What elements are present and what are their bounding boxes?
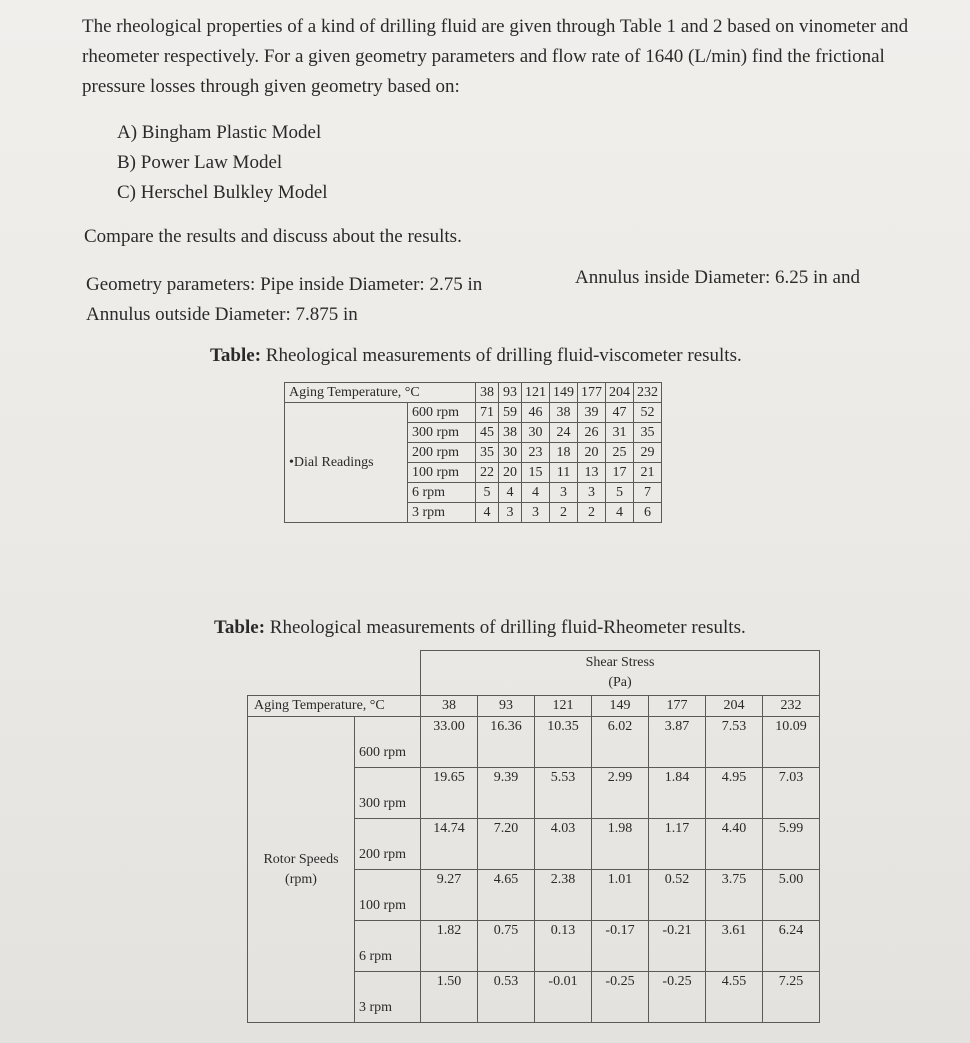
table-row <box>248 717 820 768</box>
temp-header-cell: 38 <box>421 696 478 717</box>
shear-stress-unit: (Pa) <box>608 675 632 690</box>
value-cell: 7.20 <box>478 819 535 870</box>
value-cell: 3.61 <box>706 921 763 972</box>
table-row <box>285 403 662 423</box>
value-cell: -0.21 <box>649 921 706 972</box>
value-cell: 22 <box>476 463 499 483</box>
compare-instruction: Compare the results and discuss about the results. <box>84 226 462 247</box>
pipe-diameter-text: Geometry parameters: Pipe inside Diameter: 2.75 in <box>86 274 483 295</box>
value-cell: 38 <box>499 423 522 443</box>
temp-header-cell: 204 <box>706 696 763 717</box>
value-cell: 59 <box>499 403 522 423</box>
table1-caption-text: Rheological measurements of drilling fluid-viscometer results. <box>261 345 742 366</box>
option-bingham: A) Bingham Plastic Model <box>117 122 322 143</box>
value-cell: 45 <box>476 423 499 443</box>
value-cell: 4.95 <box>706 768 763 819</box>
value-cell: 3 <box>522 503 550 523</box>
value-cell: 25 <box>606 443 634 463</box>
value-cell: 33.00 <box>421 717 478 768</box>
model-options-list <box>117 118 328 208</box>
rpm-cell: 200 rpm <box>408 443 476 463</box>
rpm-cell: 300 rpm <box>408 423 476 443</box>
annulus-inside-text: Annulus inside Diameter: 6.25 in and <box>575 267 860 288</box>
table1-caption <box>210 345 742 367</box>
aging-temp-label: Aging Temperature, °C <box>248 696 421 717</box>
value-cell: 4 <box>522 483 550 503</box>
rpm-cell: 6 rpm <box>408 483 476 503</box>
value-cell: 4.65 <box>478 870 535 921</box>
option-power-law: B) Power Law Model <box>117 152 283 173</box>
value-cell: 9.39 <box>478 768 535 819</box>
value-cell: 30 <box>499 443 522 463</box>
value-cell: -0.17 <box>592 921 649 972</box>
rpm-cell: 600 rpm <box>408 403 476 423</box>
value-cell: 17 <box>606 463 634 483</box>
value-cell: 52 <box>634 403 662 423</box>
table1-caption-label: Table: <box>210 345 262 366</box>
value-cell: 3 <box>499 503 522 523</box>
dial-readings-label: •Dial Readings <box>285 403 408 523</box>
value-cell: 4 <box>606 503 634 523</box>
value-cell: 18 <box>550 443 578 463</box>
value-cell: 0.52 <box>649 870 706 921</box>
rotor-speeds-unit: (rpm) <box>285 871 317 887</box>
temp-header-cell: 149 <box>550 383 578 403</box>
value-cell: 35 <box>634 423 662 443</box>
value-cell: 6.02 <box>592 717 649 768</box>
value-cell: 21 <box>634 463 662 483</box>
value-cell: 1.82 <box>421 921 478 972</box>
value-cell: 4.03 <box>535 819 592 870</box>
value-cell: 10.09 <box>763 717 820 768</box>
value-cell: 0.53 <box>478 972 535 1023</box>
rpm-cell: 300 rpm <box>355 768 421 819</box>
rpm-cell: 6 rpm <box>355 921 421 972</box>
value-cell: 4.55 <box>706 972 763 1023</box>
problem-statement: The rheological properties of a kind of drilling fluid are given through Table 1 and 2 based on vinometer and rheometer respectively. For a given geometry parameters and flow rate of 1640 (L/min) find the frictional pressure losses through given geometry based on: <box>82 16 909 97</box>
value-cell: 38 <box>550 403 578 423</box>
temp-header-cell: 232 <box>763 696 820 717</box>
value-cell: 3 <box>550 483 578 503</box>
value-cell: 2.99 <box>592 768 649 819</box>
value-cell: 5 <box>606 483 634 503</box>
option-herschel-bulkley: C) Herschel Bulkley Model <box>117 182 328 203</box>
value-cell: 4.40 <box>706 819 763 870</box>
rpm-cell: 200 rpm <box>355 819 421 870</box>
value-cell: -0.25 <box>592 972 649 1023</box>
value-cell: 10.35 <box>535 717 592 768</box>
value-cell: 15 <box>522 463 550 483</box>
value-cell: 1.50 <box>421 972 478 1023</box>
rpm-cell: 600 rpm <box>355 717 421 768</box>
table-row <box>248 651 820 696</box>
value-cell: 23 <box>522 443 550 463</box>
value-cell: 3 <box>578 483 606 503</box>
blank-corner <box>248 651 421 696</box>
temp-header-cell: 93 <box>478 696 535 717</box>
temp-header-cell: 204 <box>606 383 634 403</box>
rpm-cell: 3 rpm <box>408 503 476 523</box>
rotor-speeds-text: Rotor Speeds <box>263 851 339 867</box>
value-cell: 24 <box>550 423 578 443</box>
value-cell: 1.01 <box>592 870 649 921</box>
temp-header-cell: 149 <box>592 696 649 717</box>
value-cell: 0.13 <box>535 921 592 972</box>
value-cell: 13 <box>578 463 606 483</box>
value-cell: 1.98 <box>592 819 649 870</box>
value-cell: 9.27 <box>421 870 478 921</box>
value-cell: 19.65 <box>421 768 478 819</box>
rpm-cell: 100 rpm <box>355 870 421 921</box>
value-cell: 35 <box>476 443 499 463</box>
value-cell: 5.53 <box>535 768 592 819</box>
value-cell: 20 <box>499 463 522 483</box>
temp-header-cell: 177 <box>578 383 606 403</box>
value-cell: 1.84 <box>649 768 706 819</box>
value-cell: 11 <box>550 463 578 483</box>
value-cell: 5 <box>476 483 499 503</box>
temp-header-cell: 177 <box>649 696 706 717</box>
value-cell: 5.00 <box>763 870 820 921</box>
temp-header-cell: 232 <box>634 383 662 403</box>
value-cell: 3.87 <box>649 717 706 768</box>
value-cell: 2 <box>578 503 606 523</box>
value-cell: 2.38 <box>535 870 592 921</box>
value-cell: 31 <box>606 423 634 443</box>
annulus-outside-text: Annulus outside Diameter: 7.875 in <box>86 304 358 325</box>
value-cell: 7.25 <box>763 972 820 1023</box>
value-cell: 2 <box>550 503 578 523</box>
value-cell: -0.25 <box>649 972 706 1023</box>
temp-header-cell: 121 <box>535 696 592 717</box>
value-cell: 29 <box>634 443 662 463</box>
table2-caption-text: Rheological measurements of drilling fluid-Rheometer results. <box>265 617 746 638</box>
shear-stress-header <box>421 651 820 696</box>
rpm-cell: 100 rpm <box>408 463 476 483</box>
value-cell: 4 <box>476 503 499 523</box>
value-cell: 26 <box>578 423 606 443</box>
table2-caption-label: Table: <box>214 617 266 638</box>
viscometer-table <box>284 382 662 523</box>
value-cell: 14.74 <box>421 819 478 870</box>
value-cell: 4 <box>499 483 522 503</box>
shear-stress-label: Shear Stress <box>585 655 655 670</box>
table-row <box>285 383 662 403</box>
value-cell: 6 <box>634 503 662 523</box>
value-cell: 7.03 <box>763 768 820 819</box>
value-cell: 71 <box>476 403 499 423</box>
table-row <box>248 696 820 717</box>
value-cell: 3.75 <box>706 870 763 921</box>
aging-temp-label: Aging Temperature, °C <box>285 383 476 403</box>
value-cell: -0.01 <box>535 972 592 1023</box>
temp-header-cell: 93 <box>499 383 522 403</box>
rheometer-table <box>247 650 820 1023</box>
value-cell: 39 <box>578 403 606 423</box>
rpm-cell: 3 rpm <box>355 972 421 1023</box>
value-cell: 5.99 <box>763 819 820 870</box>
value-cell: 16.36 <box>478 717 535 768</box>
value-cell: 47 <box>606 403 634 423</box>
value-cell: 7.53 <box>706 717 763 768</box>
temp-header-cell: 38 <box>476 383 499 403</box>
temp-header-cell: 121 <box>522 383 550 403</box>
value-cell: 0.75 <box>478 921 535 972</box>
value-cell: 46 <box>522 403 550 423</box>
value-cell: 20 <box>578 443 606 463</box>
rotor-speeds-label <box>248 717 355 1023</box>
value-cell: 7 <box>634 483 662 503</box>
value-cell: 30 <box>522 423 550 443</box>
table2-caption <box>214 617 746 639</box>
value-cell: 6.24 <box>763 921 820 972</box>
value-cell: 1.17 <box>649 819 706 870</box>
